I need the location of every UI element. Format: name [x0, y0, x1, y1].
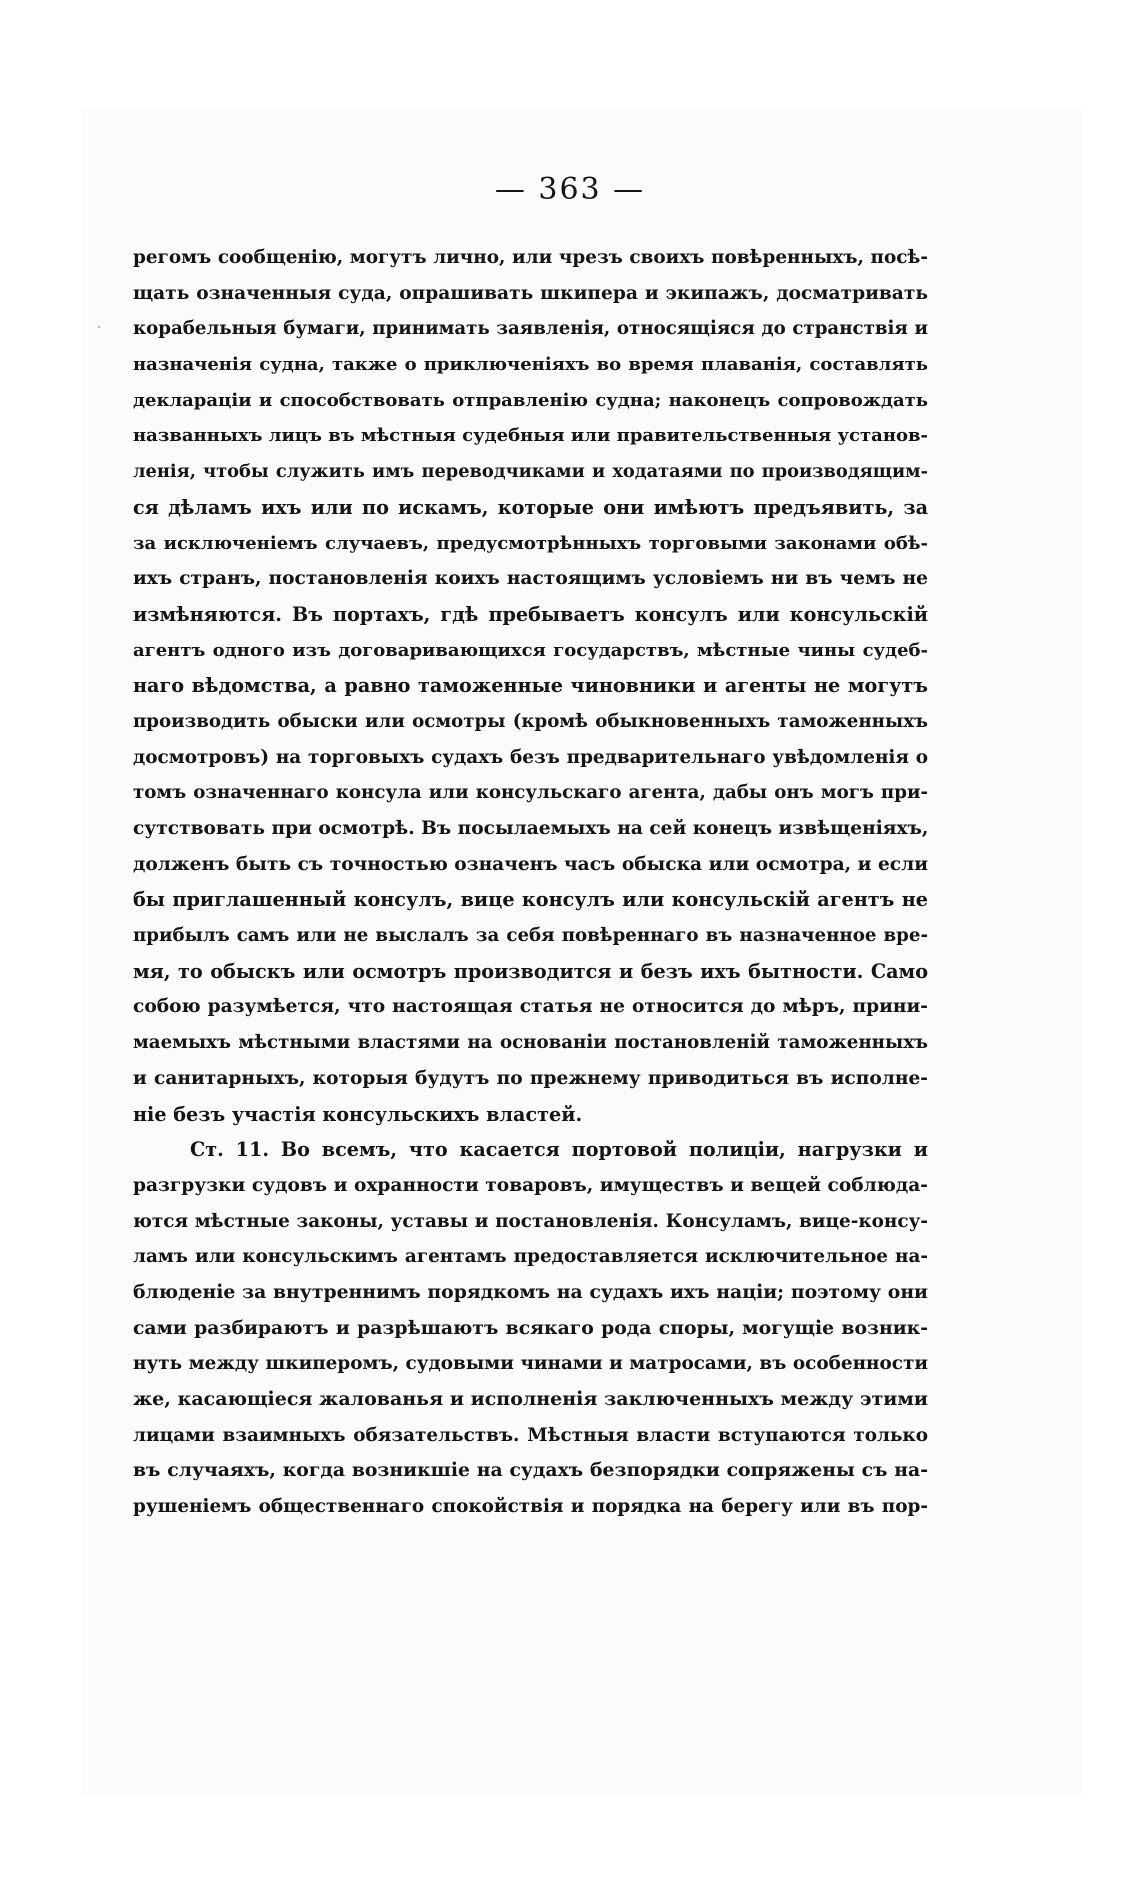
text-line: лицами взаимныхъ обязательствъ. Мѣстныя власти вступаются только — [133, 1424, 928, 1446]
text-line: досмотровъ) на торговыхъ судахъ безъ предварительнаго увѣдомленія о — [133, 746, 928, 768]
text-line: въ случаяхъ, когда возникшіе на судахъ безпорядки сопряжены съ на- — [133, 1459, 928, 1482]
text-line: ются мѣстные законы, уставы и постановленія. Консуламъ, вице-консу- — [133, 1210, 928, 1232]
text-line: ихъ странъ, постановленія коихъ настоящимъ условіемъ ни въ чемъ не — [133, 568, 928, 590]
text-line: маемыхъ мѣстными властями на основаніи постановленій таможенныхъ — [133, 1032, 928, 1054]
text-line: за исключеніемъ случаевъ, предусмотрѣнныхъ торговыми законами обѣ- — [133, 532, 928, 554]
scan-speck — [98, 326, 100, 328]
text-line: назначенія судна, также о приключеніяхъ во время плаванія, составлять — [133, 354, 928, 376]
text-line: и санитарныхъ, которыя будутъ по прежнему приводиться въ исполне- — [133, 1067, 928, 1089]
text-line: нуть между шкиперомъ, судовыми чинами и матросами, въ особенности — [133, 1353, 928, 1375]
text-line: производить обыски или осмотры (кромѣ обыкновенныхъ таможенныхъ — [133, 710, 928, 732]
paragraph-1 — [133, 240, 928, 1132]
text-line: сутствовать при осмотрѣ. Въ посылаемыхъ на сей конецъ извѣщеніяхъ, — [133, 818, 929, 839]
paragraph-2 — [133, 1132, 928, 1525]
text-line: ленія, чтобы служить имъ переводчиками и ходатаями по производящим- — [133, 461, 928, 483]
text-line: ся дѣламъ ихъ или по искамъ, которые они имѣютъ предъявить, за — [133, 495, 928, 519]
text-line: сами разбираютъ и разрѣшаютъ всякаго рода споры, могущіе возник- — [133, 1316, 928, 1339]
text-line: рушеніемъ общественнаго спокойствія и порядка на берегу или въ пор- — [133, 1496, 928, 1518]
text-line: щать означенныя суда, опрашивать шкипера и экипажъ, досматривать — [133, 282, 928, 304]
text-line: блюденіе за внутреннимъ порядкомъ на судахъ ихъ націи; поэтому они — [133, 1280, 928, 1303]
text-line: наго вѣдомства, а равно таможенные чиновники и агенты не могутъ — [133, 674, 928, 698]
text-line: корабельныя бумаги, принимать заявленія, относящіяся до странствія и — [133, 318, 928, 340]
text-line: мя, то обыскъ или осмотръ производится и безъ ихъ бытности. Само — [133, 959, 928, 983]
text-line: регомъ сообщенію, могутъ лично, или чрезъ своихъ повѣренныхъ, посѣ- — [133, 247, 928, 268]
article-heading-line: Ст. 11. Во всемъ, что касается портовой полиціи, нагрузки и — [190, 1138, 928, 1162]
text-line: измѣняются. Въ портахъ, гдѣ пребываетъ консулъ или консульскій — [133, 602, 928, 626]
text-line: ламъ или консульскимъ агентамъ предоставляется исключительное на- — [133, 1246, 928, 1268]
text-line: прибылъ самъ или не выслалъ за себя повѣреннаго въ назначенное вре- — [133, 925, 928, 947]
text-line: разгрузки судовъ и охранности товаровъ, имуществъ и вещей соблюда- — [133, 1174, 928, 1196]
text-line: же, касающіеся жалованья и исполненія заключенныхъ между этими — [133, 1388, 928, 1410]
text-line: долженъ быть съ точностью означенъ часъ обыска или осмотра, и если — [133, 853, 928, 875]
text-line: агентъ одного изъ договаривающихся государствъ, мѣстные чины судеб- — [133, 639, 928, 661]
text-line: собою разумѣется, что настоящая статья не относится до мѣръ, прини- — [133, 996, 928, 1018]
page-number: — 363 — — [494, 172, 646, 207]
text-line: декларацiи и способствовать отправленію судна; наконецъ сопровождать — [133, 389, 928, 411]
body-text — [133, 240, 928, 1525]
text-line: названныхъ лицъ въ мѣстныя судебныя или правительственныя установ- — [133, 425, 928, 447]
text-line: бы приглашенный консулъ, вице консулъ или консульскій агентъ не — [133, 888, 928, 912]
text-line: томъ означеннаго консула или консульскаго агента, дабы онъ могъ при- — [133, 782, 928, 804]
text-line: ніе безъ участія консульскихъ властей. — [133, 1102, 583, 1126]
